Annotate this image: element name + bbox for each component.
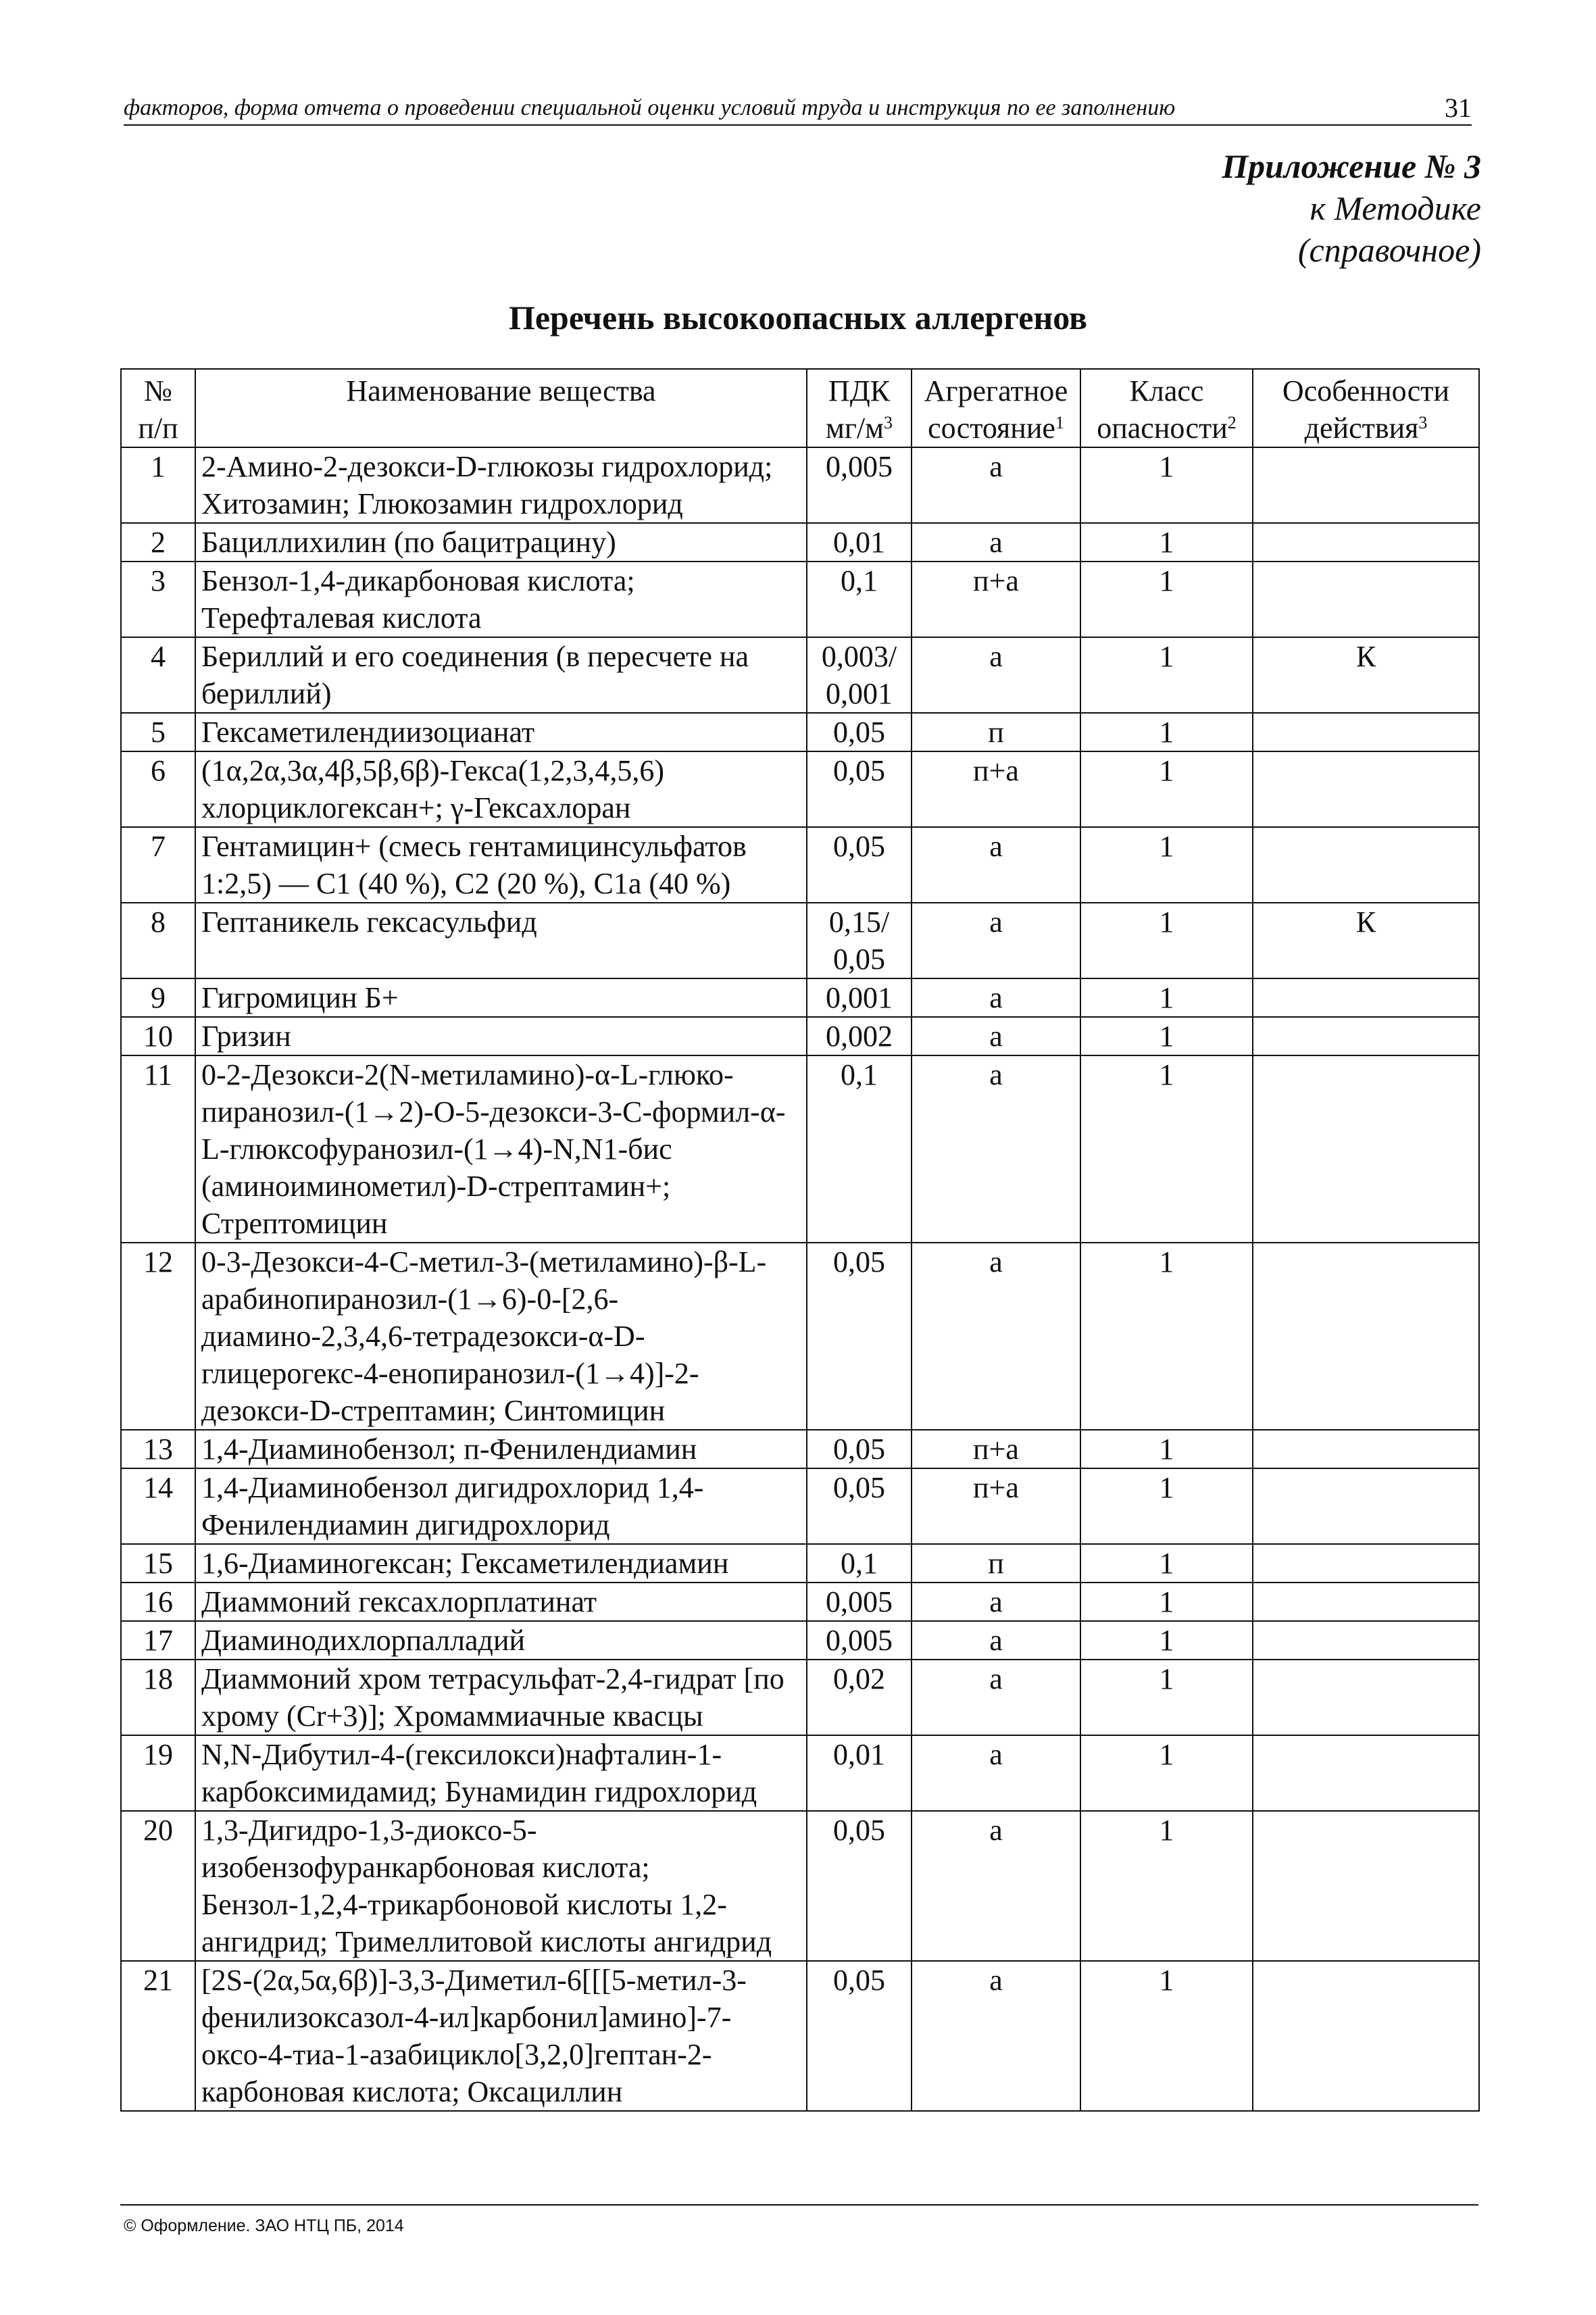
pdk-value: 0,05 — [807, 1430, 912, 1468]
hazard-class: 1 — [1080, 1583, 1253, 1621]
pdk-value: 0,005 — [807, 1621, 912, 1660]
pdk-value: 0,05 — [807, 751, 912, 827]
substance-name: Гигромицин Б+ — [195, 978, 807, 1017]
table-row — [121, 827, 1479, 903]
action-features: К — [1253, 903, 1479, 978]
aggregate-state: п+а — [912, 751, 1080, 827]
pdk-value: 0,05 — [807, 1811, 912, 1961]
header-action-features: Особенности действия$^3$ — [1253, 369, 1479, 447]
appendix-line2: к Методике — [1310, 189, 1481, 227]
table-header-row — [121, 369, 1479, 447]
substance-name: 1,4-Диаминобензол дигидрохлорид 1,4-Фенилендиамин дигидрохлорид — [195, 1468, 807, 1544]
aggregate-state: а — [912, 1017, 1080, 1055]
row-number: 21 — [121, 1961, 195, 2111]
substance-name: Гризин — [195, 1017, 807, 1055]
header-hazard-class: Класс опасности$^2$ — [1080, 369, 1253, 447]
appendix-line3: (справочное) — [1297, 231, 1481, 269]
row-number: 19 — [121, 1735, 195, 1811]
action-features — [1253, 1811, 1479, 1961]
table-row — [121, 1621, 1479, 1660]
substance-name: Диаммоний гексахлорплатинат — [195, 1583, 807, 1621]
hazard-class: 1 — [1080, 1055, 1253, 1243]
header-substance-name: Наименование вещества — [195, 369, 807, 447]
aggregate-state: а — [912, 523, 1080, 562]
row-number: 6 — [121, 751, 195, 827]
header-pdk: ПДК $мг/м^3$ — [807, 369, 912, 447]
table-row — [121, 1430, 1479, 1468]
substance-name: N,N-Дибутил-4-(гексилокси)нафталин-1-карбоксимидамид; Бунамидин гидрохлорид — [195, 1735, 807, 1811]
table-row — [121, 1243, 1479, 1430]
running-header — [124, 93, 1472, 126]
aggregate-state: п+а — [912, 562, 1080, 637]
row-number: 5 — [121, 713, 195, 751]
row-number: 17 — [121, 1621, 195, 1660]
table-row — [121, 978, 1479, 1017]
table-row — [121, 1017, 1479, 1055]
substance-name: 0-2-Дезокси-2(N-метиламино)-α-L-глюко-пиранозил-(1→2)-О-5-дезокси-3-С-формил-α-L-глюксофуранозил-(1→4)-N,N1-бис (аминоиминометил)-D-стрептамин+; Стрептомицин — [195, 1055, 807, 1243]
table-row — [121, 1544, 1479, 1583]
row-number: 3 — [121, 562, 195, 637]
aggregate-state: а — [912, 1660, 1080, 1735]
appendix-label — [1222, 145, 1481, 271]
action-features — [1253, 1430, 1479, 1468]
row-number: 20 — [121, 1811, 195, 1961]
action-features — [1253, 447, 1479, 523]
hazard-class: 1 — [1080, 1468, 1253, 1544]
aggregate-state: а — [912, 1055, 1080, 1243]
hazard-class: 1 — [1080, 1811, 1253, 1961]
hazard-class: 1 — [1080, 1660, 1253, 1735]
aggregate-state: а — [912, 978, 1080, 1017]
hazard-class: 1 — [1080, 1243, 1253, 1430]
hazard-class: 1 — [1080, 903, 1253, 978]
action-features — [1253, 1621, 1479, 1660]
aggregate-state: а — [912, 1243, 1080, 1430]
aggregate-state: а — [912, 1621, 1080, 1660]
allergens-table — [120, 368, 1480, 2112]
pdk-value: 0,01 — [807, 1735, 912, 1811]
table-row — [121, 903, 1479, 978]
action-features — [1253, 1017, 1479, 1055]
substance-name: Гентамицин+ (смесь гентамицинсульфатов 1:2,5) — C1 (40 %), C2 (20 %), C1a (40 %) — [195, 827, 807, 903]
pdk-value: 0,05 — [807, 1961, 912, 2111]
row-number: 4 — [121, 637, 195, 713]
aggregate-state: а — [912, 903, 1080, 978]
row-number: 9 — [121, 978, 195, 1017]
header-number: № п/п — [121, 369, 195, 447]
hazard-class: 1 — [1080, 1621, 1253, 1660]
page-number: 31 — [1445, 93, 1472, 123]
row-number: 11 — [121, 1055, 195, 1243]
action-features — [1253, 1468, 1479, 1544]
action-features — [1253, 1735, 1479, 1811]
pdk-value: 0,1 — [807, 1055, 912, 1243]
row-number: 13 — [121, 1430, 195, 1468]
action-features — [1253, 562, 1479, 637]
table-row — [121, 1961, 1479, 2111]
table-row — [121, 562, 1479, 637]
action-features — [1253, 1961, 1479, 2111]
hazard-class: 1 — [1080, 751, 1253, 827]
action-features — [1253, 523, 1479, 562]
hazard-class: 1 — [1080, 447, 1253, 523]
substance-name: Бациллихилин (по бацитрацину) — [195, 523, 807, 562]
row-number: 2 — [121, 523, 195, 562]
footer-rule — [120, 2204, 1478, 2206]
aggregate-state: а — [912, 1583, 1080, 1621]
hazard-class: 1 — [1080, 978, 1253, 1017]
document-title: Перечень высокоопасных аллергенов — [508, 299, 1088, 337]
table-row — [121, 751, 1479, 827]
row-number: 1 — [121, 447, 195, 523]
pdk-value: 0,05 — [807, 1468, 912, 1544]
substance-name: 2-Амино-2-дезокси-D-глюкозы гидрохлорид; Хитозамин; Глюкозамин гидрохлорид — [195, 447, 807, 523]
action-features — [1253, 1055, 1479, 1243]
table-row — [121, 1055, 1479, 1243]
substance-name: Диаммоний хром тетрасульфат-2,4-гидрат [по хрому (Cr+3)]; Хромаммиачные квасцы — [195, 1660, 807, 1735]
hazard-class: 1 — [1080, 1961, 1253, 2111]
pdk-value: 0,05 — [807, 713, 912, 751]
action-features — [1253, 1243, 1479, 1430]
action-features — [1253, 978, 1479, 1017]
table-row — [121, 713, 1479, 751]
row-number: 15 — [121, 1544, 195, 1583]
action-features — [1253, 1544, 1479, 1583]
row-number: 14 — [121, 1468, 195, 1544]
substance-name: Гексаметилендиизоцианат — [195, 713, 807, 751]
hazard-class: 1 — [1080, 1017, 1253, 1055]
aggregate-state: п+а — [912, 1430, 1080, 1468]
pdk-value: 0,002 — [807, 1017, 912, 1055]
aggregate-state: а — [912, 637, 1080, 713]
substance-name: 1,4-Диаминобензол; п-Фенилендиамин — [195, 1430, 807, 1468]
hazard-class: 1 — [1080, 1544, 1253, 1583]
pdk-value: 0,1 — [807, 1544, 912, 1583]
appendix-title: Приложение № 3 — [1222, 147, 1481, 185]
pdk-value: 0,003/ 0,001 — [807, 637, 912, 713]
hazard-class: 1 — [1080, 1735, 1253, 1811]
pdk-value: 0,02 — [807, 1660, 912, 1735]
table-row — [121, 1660, 1479, 1735]
aggregate-state: п+а — [912, 1468, 1080, 1544]
substance-name: 1,6-Диаминогексан; Гексаметилендиамин — [195, 1544, 807, 1583]
action-features: К — [1253, 637, 1479, 713]
row-number: 16 — [121, 1583, 195, 1621]
aggregate-state: а — [912, 1735, 1080, 1811]
substance-name: [2S-(2α,5α,6β)]-3,3-Диметил-6[[[5-метил-3-фенилизоксазол-4-ил]карбонил]амино]-7-оксо-4-тиа-1-азабицикло[3,2,0]гептан-2-карбоновая кислота; Оксациллин — [195, 1961, 807, 2111]
row-number: 12 — [121, 1243, 195, 1430]
aggregate-state: п — [912, 713, 1080, 751]
table-row — [121, 1468, 1479, 1544]
action-features — [1253, 1660, 1479, 1735]
substance-name: Бериллий и его соединения (в пересчете на бериллий) — [195, 637, 807, 713]
action-features — [1253, 827, 1479, 903]
pdk-value: 0,01 — [807, 523, 912, 562]
substance-name: Гептаникель гексасульфид — [195, 903, 807, 978]
substance-name: Бензол-1,4-дикарбоновая кислота; Терефталевая кислота — [195, 562, 807, 637]
row-number: 7 — [121, 827, 195, 903]
pdk-value: 0,05 — [807, 827, 912, 903]
pdk-value: 0,1 — [807, 562, 912, 637]
substance-name: (1α,2α,3α,4β,5β,6β)-Гекса(1,2,3,4,5,6) хлорциклогексан+; γ-Гексахлоран — [195, 751, 807, 827]
row-number: 10 — [121, 1017, 195, 1055]
action-features — [1253, 1583, 1479, 1621]
table-row — [121, 1583, 1479, 1621]
hazard-class: 1 — [1080, 562, 1253, 637]
table-row — [121, 637, 1479, 713]
aggregate-state: п — [912, 1544, 1080, 1583]
running-header-text: факторов, форма отчета о проведении специальной оценки условий труда и инструкция по ее заполнению — [124, 95, 1176, 120]
table-row — [121, 1811, 1479, 1961]
aggregate-state: а — [912, 827, 1080, 903]
pdk-value: 0,15/ 0,05 — [807, 903, 912, 978]
action-features — [1253, 751, 1479, 827]
aggregate-state: а — [912, 447, 1080, 523]
copyright-footer: © Оформление. ЗАО НТЦ ПБ, 2014 — [124, 2216, 404, 2235]
substance-name: 0-3-Дезокси-4-С-метил-3-(метиламино)-β-L-арабинопиранозил-(1→6)-0-[2,6-диамино-2,3,4,6-тетрадезокси-α-D-глицерогекс-4-енопиранозил-(1→4)]-2-дезокси-D-стрептамин; Синтомицин — [195, 1243, 807, 1430]
header-aggregate-state: Агрегатное состояние$^1$ — [912, 369, 1080, 447]
pdk-value: 0,001 — [807, 978, 912, 1017]
row-number: 18 — [121, 1660, 195, 1735]
pdk-value: 0,05 — [807, 1243, 912, 1430]
pdk-value: 0,005 — [807, 1583, 912, 1621]
hazard-class: 1 — [1080, 523, 1253, 562]
hazard-class: 1 — [1080, 713, 1253, 751]
table-row — [121, 1735, 1479, 1811]
hazard-class: 1 — [1080, 637, 1253, 713]
substance-name: Диаминодихлорпалладий — [195, 1621, 807, 1660]
action-features — [1253, 713, 1479, 751]
aggregate-state: а — [912, 1811, 1080, 1961]
row-number: 8 — [121, 903, 195, 978]
hazard-class: 1 — [1080, 1430, 1253, 1468]
table-row — [121, 523, 1479, 562]
table-row — [121, 447, 1479, 523]
pdk-value: 0,005 — [807, 447, 912, 523]
substance-name: 1,3-Дигидро-1,3-диоксо-5-изобензофуранкарбоновая кислота; Бензол-1,2,4-трикарбоновой кислоты 1,2-ангидрид; Тримеллитовой кислоты ангидрид — [195, 1811, 807, 1961]
hazard-class: 1 — [1080, 827, 1253, 903]
aggregate-state: а — [912, 1961, 1080, 2111]
